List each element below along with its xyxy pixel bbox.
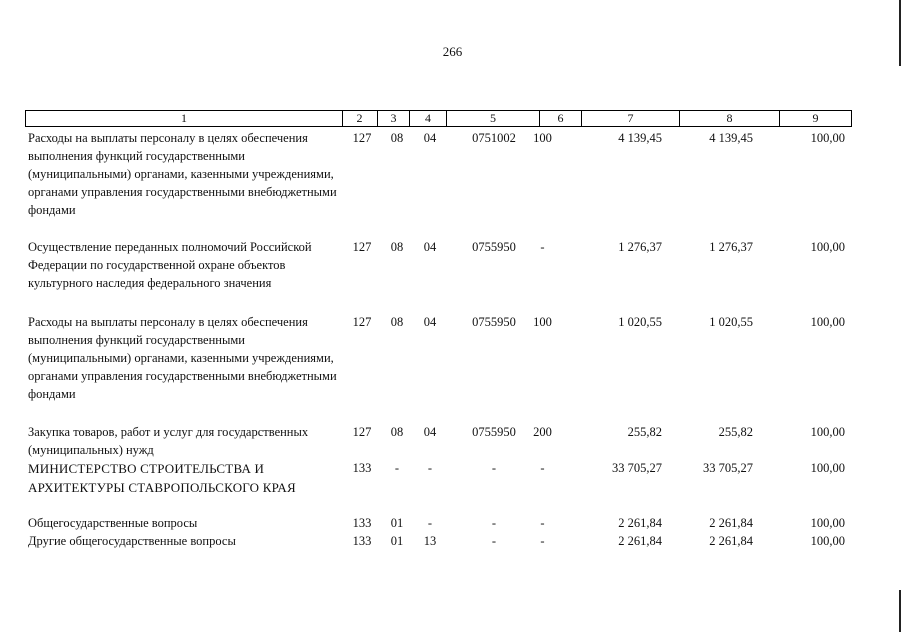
percent-executed: 100,00: [810, 516, 845, 530]
scan-edge-line: [899, 590, 901, 632]
row-name: Другие общегосударственные вопросы: [28, 534, 236, 548]
amount-planned: 2 261,84: [618, 516, 662, 530]
code-expense-type: 100: [533, 131, 552, 145]
code-expense-type: -: [540, 461, 545, 475]
amount-planned: 1 276,37: [618, 240, 662, 254]
code-subsection: 04: [423, 240, 437, 254]
code-ministry: 127: [352, 240, 372, 254]
code-subsection: -: [427, 461, 433, 475]
row-name: Расходы на выплаты персоналу в целях обеспечения выполнения функций государственными (муниципальными) органами, казенными учреждениями, органами управления государственными внебюджетными фондами: [28, 315, 337, 401]
code-expense-type: -: [540, 534, 545, 548]
percent-executed: 100,00: [810, 534, 845, 548]
page-number: 266: [442, 44, 463, 59]
amount-planned: 2 261,84: [618, 534, 662, 548]
code-section: 01: [390, 534, 404, 548]
percent-executed: 100,00: [810, 425, 845, 439]
code-target: -: [491, 534, 497, 548]
code-target: 0755950: [472, 240, 516, 254]
code-ministry: 127: [352, 315, 372, 329]
code-ministry: 127: [352, 425, 372, 439]
code-section: 01: [390, 516, 404, 530]
column-header: 8: [680, 110, 780, 127]
column-header: 4: [410, 110, 447, 127]
scan-edge-line: [899, 0, 901, 66]
code-expense-type: -: [540, 240, 545, 254]
code-ministry: 133: [352, 516, 372, 530]
code-subsection: -: [427, 516, 433, 530]
code-section: -: [394, 461, 400, 475]
code-expense-type: 200: [533, 425, 552, 439]
percent-executed: 100,00: [810, 461, 845, 475]
code-ministry: 127: [352, 131, 372, 145]
code-subsection: 04: [423, 315, 437, 329]
code-subsection: 13: [423, 534, 437, 548]
code-section: 08: [390, 315, 404, 329]
column-header: 9: [780, 110, 852, 127]
code-subsection: 04: [423, 425, 437, 439]
code-subsection: 04: [423, 131, 437, 145]
amount-planned: 1 020,55: [618, 315, 662, 329]
percent-executed: 100,00: [810, 131, 845, 145]
amount-planned: 33 705,27: [612, 461, 662, 475]
amount-executed: 1 020,55: [709, 315, 753, 329]
row-name: Общегосударственные вопросы: [28, 516, 198, 530]
amount-executed: 2 261,84: [709, 516, 753, 530]
amount-planned: 4 139,45: [618, 131, 662, 145]
column-header: 3: [378, 110, 410, 127]
row-name: Расходы на выплаты персоналу в целях обеспечения выполнения функций государственными (муниципальными) органами, казенными учреждениями, органами управления государственными внебюджетными фондами: [28, 131, 337, 217]
row-name: Закупка товаров, работ и услуг для государственных (муниципальных) нужд: [28, 425, 309, 457]
code-target: 0751002: [472, 131, 516, 145]
row-name: МИНИСТЕРСТВО СТРОИТЕЛЬСТВА И АРХИТЕКТУРЫ СТАВРОПОЛЬСКОГО КРАЯ: [28, 461, 296, 495]
table-header: [25, 110, 852, 127]
column-header: 7: [582, 110, 680, 127]
amount-planned: 255,82: [627, 425, 662, 439]
code-expense-type: -: [540, 516, 545, 530]
column-header: 2: [342, 110, 378, 127]
percent-executed: 100,00: [810, 240, 845, 254]
amount-executed: 2 261,84: [709, 534, 753, 548]
code-target: 0755950: [472, 315, 516, 329]
code-target: -: [491, 516, 497, 530]
amount-executed: 4 139,45: [709, 131, 753, 145]
amount-executed: 255,82: [718, 425, 753, 439]
amount-executed: 1 276,37: [709, 240, 753, 254]
column-header: 1: [25, 110, 343, 127]
row-name: Осуществление переданных полномочий Российской Федерации по государственной охране объектов культурного наследия федерального значения: [28, 240, 312, 290]
code-section: 08: [390, 425, 404, 439]
column-header: 5: [447, 110, 540, 127]
amount-executed: 33 705,27: [703, 461, 753, 475]
code-ministry: 133: [352, 534, 372, 548]
code-section: 08: [390, 240, 404, 254]
percent-executed: 100,00: [810, 315, 845, 329]
column-header: 6: [540, 110, 582, 127]
code-expense-type: 100: [533, 315, 552, 329]
code-target: -: [491, 461, 497, 475]
code-section: 08: [390, 131, 404, 145]
code-target: 0755950: [472, 425, 516, 439]
code-ministry: 133: [352, 461, 372, 475]
